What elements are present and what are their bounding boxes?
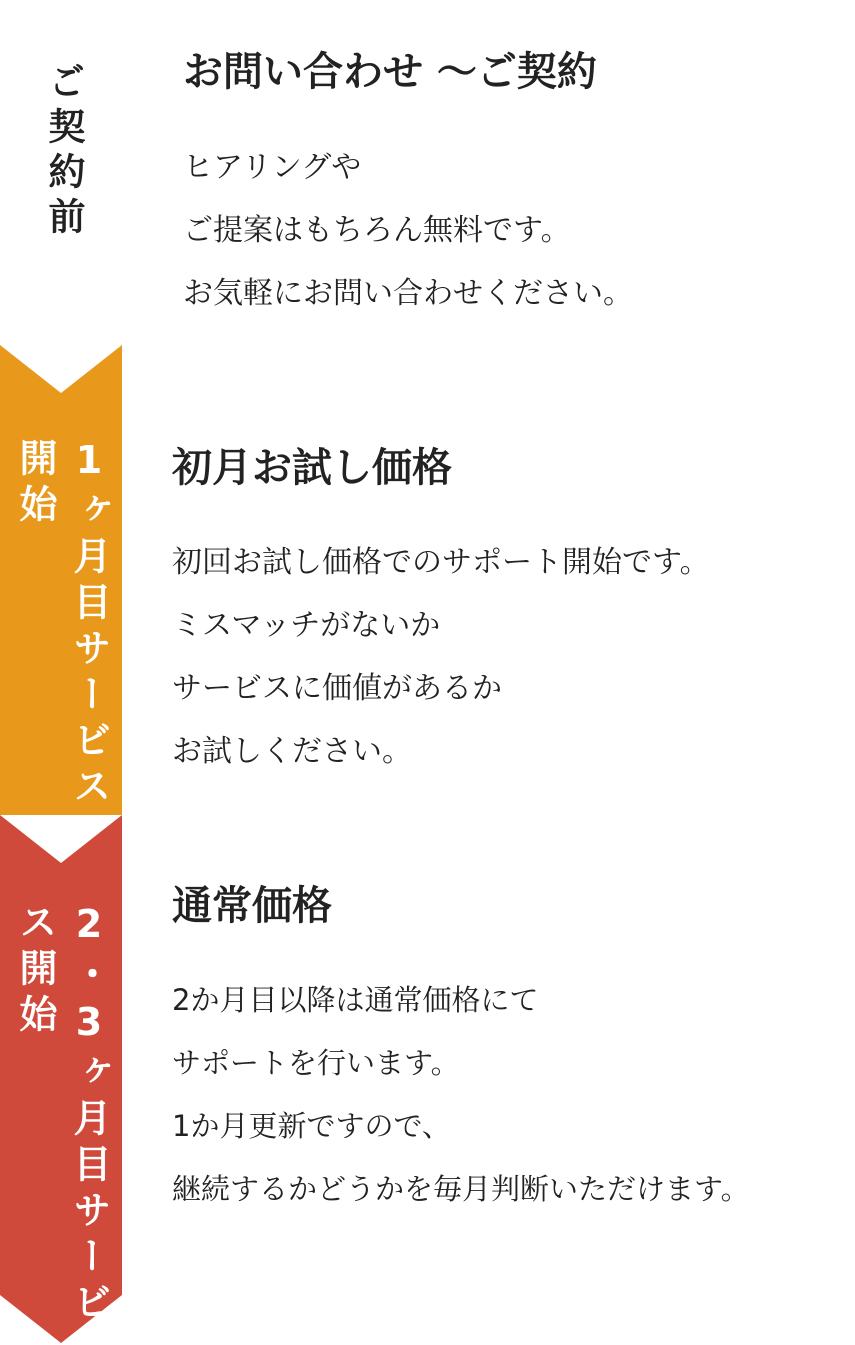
description-line: サービスに価値があるか	[172, 671, 502, 706]
description-line: お気軽にお問い合わせください。	[183, 276, 633, 311]
description-line: ご提案はもちろん無料です。	[183, 213, 571, 248]
description-line: サポートを行います。	[172, 1046, 460, 1080]
step-description-trial-price	[172, 531, 842, 783]
band-month-2-3-label: 2・3ヶ月目サービス開始	[13, 902, 111, 1328]
step-title-trial-price: 初月お試し価格	[172, 445, 452, 491]
description-line: 2か月目以降は通常価格にて	[172, 983, 539, 1017]
description-line: 初回お試し価格でのサポート開始です。	[172, 545, 710, 580]
step-band-before-contract	[0, 0, 122, 345]
step-band-month-2-3	[0, 815, 122, 1345]
step-section-regular-price	[172, 878, 842, 1221]
step-band-month-1	[0, 345, 122, 815]
description-line: ヒアリングや	[183, 150, 362, 185]
step-description-regular-price	[172, 969, 842, 1221]
step-title-inquiry: お問い合わせ 〜ご契約	[183, 49, 597, 95]
description-line: 継続するかどうかを毎月判断いただけます。	[172, 1172, 750, 1206]
band-month-1-label: 1ヶ月目サービス開始	[13, 438, 111, 812]
step-section-inquiry	[183, 44, 853, 325]
step-section-trial-price	[172, 440, 842, 783]
step-title-regular-price: 通常価格	[172, 883, 332, 929]
description-line: 1か月更新ですので、	[172, 1109, 451, 1143]
band-before-contract-label: ご契約前	[42, 62, 85, 242]
step-description-inquiry	[183, 136, 853, 325]
description-line: お試しください。	[172, 734, 412, 769]
description-line: ミスマッチがないか	[172, 608, 441, 643]
